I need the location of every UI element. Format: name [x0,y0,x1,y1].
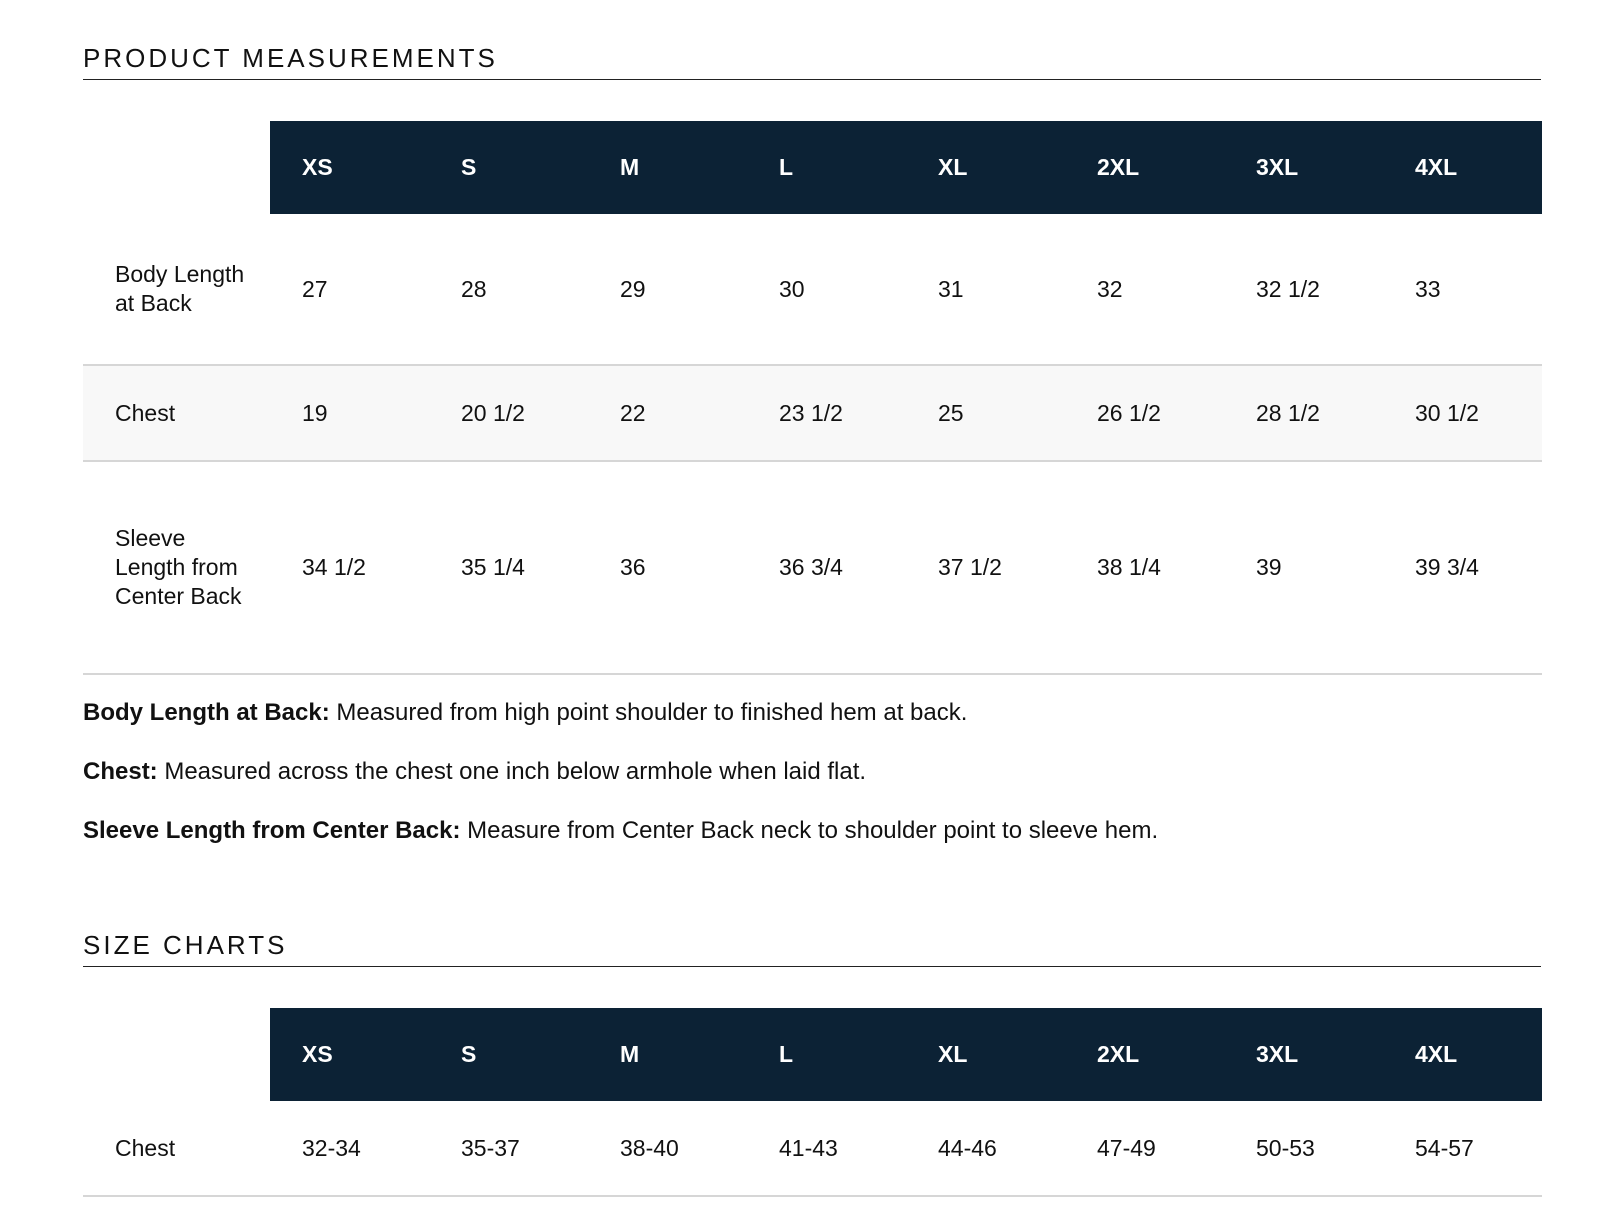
row-label: Body Length at Back [83,214,270,365]
note-body-length [83,698,1541,727]
size-header-3xl: 3XL [1224,1008,1383,1101]
row-label: Chest [83,365,270,461]
size-header-xl: XL [906,121,1065,214]
table-cell: 50-53 [1224,1101,1383,1196]
note-term: Sleeve Length from Center Back: [83,817,461,844]
size-charts-section-header [83,930,1541,967]
table-cell: 22 [588,365,747,461]
table-cell: 39 [1224,461,1383,674]
note-sleeve-length [83,816,1541,845]
table-row [83,365,1542,461]
table-cell: 30 1/2 [1383,365,1542,461]
table-cell: 28 [429,214,588,365]
size-header-2xl: 2XL [1065,1008,1224,1101]
size-header-s: S [429,1008,588,1101]
note-chest [83,757,1541,786]
size-header-xs: XS [270,121,429,214]
note-text: Measured across the chest one inch below armhole when laid flat. [157,758,867,785]
size-header-s: S [429,121,588,214]
row-label: Chest [83,1101,270,1196]
table-cell: 34 1/2 [270,461,429,674]
measurement-notes [83,698,1541,875]
table-cell: 25 [906,365,1065,461]
size-header-2xl: 2XL [1065,121,1224,214]
table-cell: 35-37 [429,1101,588,1196]
size-header-xs: XS [270,1008,429,1101]
table-cell: 20 1/2 [429,365,588,461]
table-cell: 37 1/2 [906,461,1065,674]
header-blank-cell [83,121,270,214]
size-header-4xl: 4XL [1383,121,1542,214]
table-cell: 32 1/2 [1224,214,1383,365]
table-cell: 30 [747,214,906,365]
table-cell: 36 [588,461,747,674]
row-label: Sleeve Length from Center Back [83,461,270,674]
table-cell: 32 [1065,214,1224,365]
table-cell: 36 3/4 [747,461,906,674]
table-cell: 44-46 [906,1101,1065,1196]
table-cell: 27 [270,214,429,365]
size-header-xl: XL [906,1008,1065,1101]
table-cell: 38-40 [588,1101,747,1196]
table-cell: 38 1/4 [1065,461,1224,674]
table-row [83,461,1542,674]
table-row [83,214,1542,365]
table-cell: 19 [270,365,429,461]
note-text: Measured from high point shoulder to finished hem at back. [329,699,968,726]
note-term: Body Length at Back: [83,699,330,726]
size-charts-table [83,1008,1542,1197]
table-row [83,1101,1542,1196]
table-cell: 39 3/4 [1383,461,1542,674]
size-charts-title: SIZE CHARTS [83,930,1541,967]
table-cell: 32-34 [270,1101,429,1196]
size-header-m: M [588,1008,747,1101]
table-cell: 28 1/2 [1224,365,1383,461]
measurements-table [83,121,1542,675]
size-header-4xl: 4XL [1383,1008,1542,1101]
table-cell: 35 1/4 [429,461,588,674]
size-header-3xl: 3XL [1224,121,1383,214]
table-cell: 41-43 [747,1101,906,1196]
table-cell: 54-57 [1383,1101,1542,1196]
note-term: Chest: [83,758,158,785]
measurements-title: PRODUCT MEASUREMENTS [83,43,1541,80]
table-cell: 33 [1383,214,1542,365]
note-text: Measure from Center Back neck to shoulder point to sleeve hem. [460,817,1159,844]
table-cell: 47-49 [1065,1101,1224,1196]
table-cell: 29 [588,214,747,365]
size-header-m: M [588,121,747,214]
size-charts-header-row [83,1008,1542,1101]
table-cell: 26 1/2 [1065,365,1224,461]
size-header-l: L [747,121,906,214]
header-blank-cell [83,1008,270,1101]
measurements-header-row [83,121,1542,214]
table-cell: 23 1/2 [747,365,906,461]
size-header-l: L [747,1008,906,1101]
measurements-section-header [83,43,1541,80]
table-cell: 31 [906,214,1065,365]
